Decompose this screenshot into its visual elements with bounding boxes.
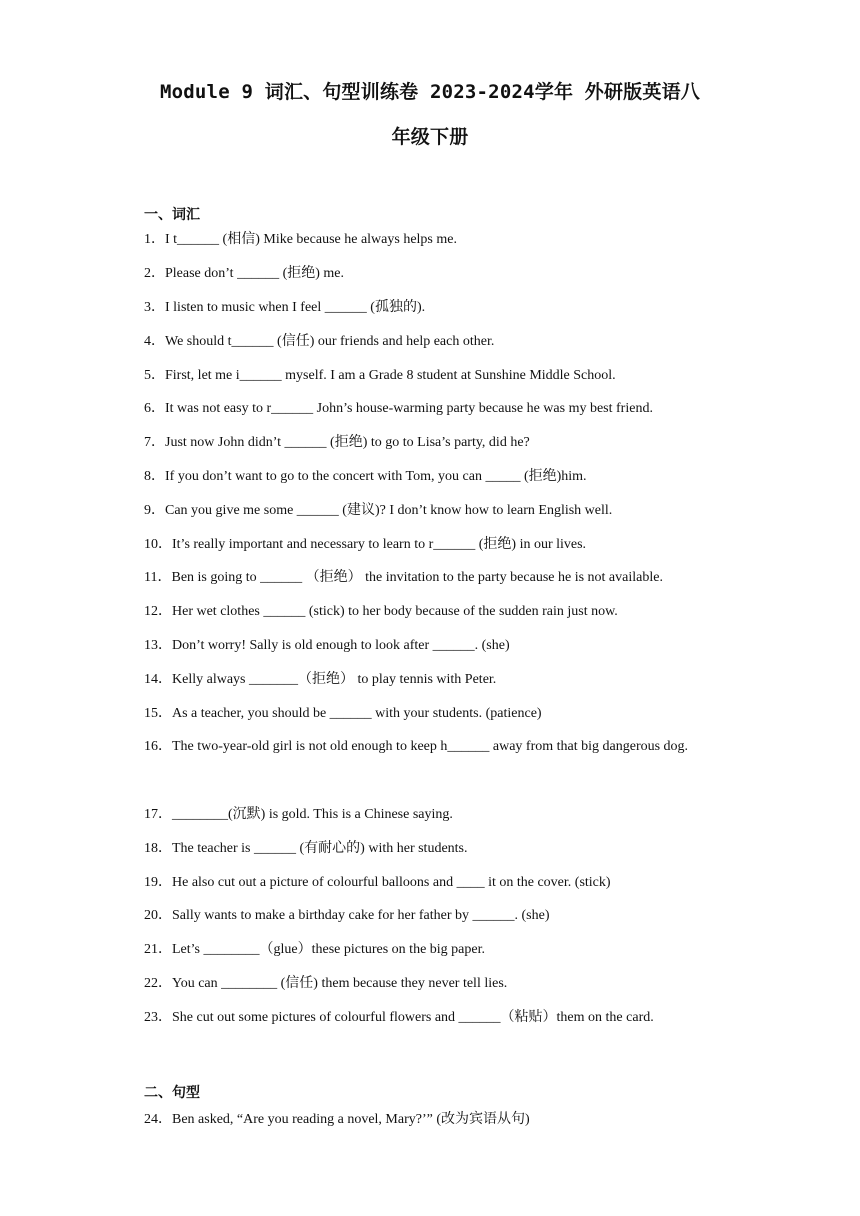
question-item: 23．She cut out some pictures of colourful flowers and ______（粘贴）them on the card. — [144, 1010, 654, 1025]
question-item: 10．It’s really important and necessary to learn to r______ (拒绝) in our lives. — [144, 537, 587, 552]
question-item: 2．Please don’t ______ (拒绝) me. — [144, 266, 344, 281]
question-item: 11．Ben is going to ______ （拒绝） the invitation to the party because he is not available. — [144, 570, 663, 585]
question-item: 19．He also cut out a picture of colourful balloons and ____ it on the cover. (stick) — [144, 875, 611, 890]
question-item: 20．Sally wants to make a birthday cake for her father by ______. (she) — [144, 908, 550, 923]
question-item: 16．The two-year-old girl is not old enough to keep h______ away from that big dangerous dog. — [144, 739, 689, 754]
section-heading-sentence-patterns: 二、句型 — [144, 1085, 200, 1101]
question-item: 21．Let’s ________（glue）these pictures on the big paper. — [144, 942, 485, 957]
question-item: 18．The teacher is ______ (有耐心的) with her students. — [144, 841, 468, 856]
question-item: 3．I listen to music when I feel ______ (孤独的). — [144, 300, 426, 315]
question-item: 14．Kelly always _______（拒绝） to play tennis with Peter. — [144, 672, 497, 687]
question-item: 4．We should t______ (信任) our friends and help each other. — [144, 334, 495, 349]
question-item: 5．First, let me i______ myself. I am a Grade 8 student at Sunshine Middle School. — [144, 368, 616, 383]
question-item: 15．As a teacher, you should be ______ with your students. (patience) — [144, 706, 542, 721]
question-item: 9．Can you give me some ______ (建议)? I don’t know how to learn English well. — [144, 503, 613, 518]
section-heading-vocabulary: 一、词汇 — [144, 207, 200, 223]
question-item: 13．Don’t worry! Sally is old enough to look after ______. (she) — [144, 638, 510, 653]
question-item: 12．Her wet clothes ______ (stick) to her body because of the sudden rain just now. — [144, 604, 618, 619]
question-item: 7．Just now John didn’t ______ (拒绝) to go to Lisa’s party, did he? — [144, 435, 530, 450]
question-item: 1．I t______ (相信) Mike because he always helps me. — [144, 232, 457, 247]
question-item: 22．You can ________ (信任) them because they never tell lies. — [144, 976, 508, 991]
document-title-line-1: Module 9 词汇、句型训练卷 2023-2024学年 外研版英语八 — [160, 81, 700, 103]
question-item: 24．Ben asked, “Are you reading a novel, Mary?’” (改为宾语从句) — [144, 1112, 530, 1127]
question-item: 6．It was not easy to r______ John’s house-warming party because he was my best friend. — [144, 401, 653, 416]
question-item: 8．If you don’t want to go to the concert with Tom, you can _____ (拒绝)him. — [144, 469, 587, 484]
document-title-line-2: 年级下册 — [391, 126, 469, 148]
question-item: 17．________(沉默) is gold. This is a Chinese saying. — [144, 807, 453, 822]
